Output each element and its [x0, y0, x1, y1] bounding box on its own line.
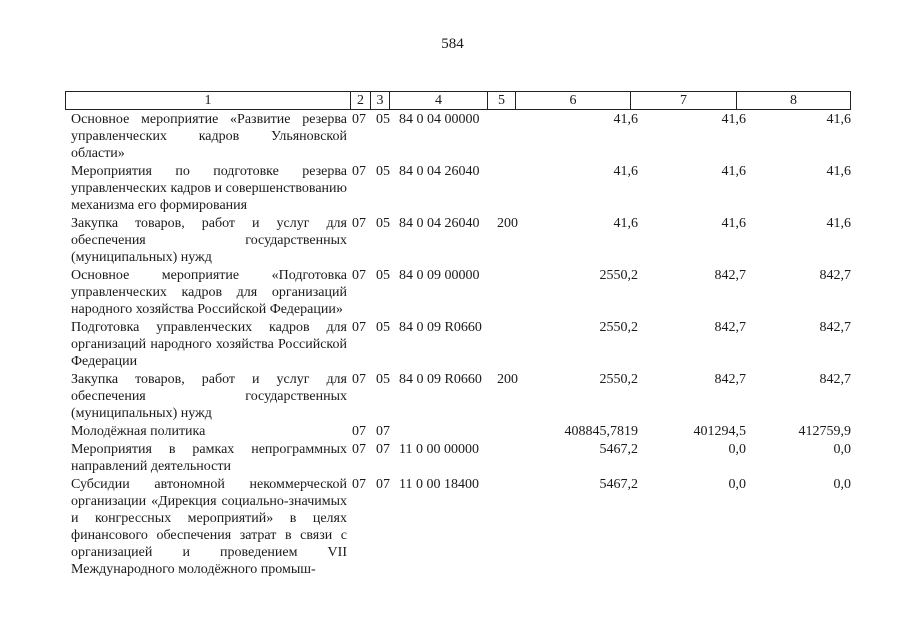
cell-subsection: 05: [376, 268, 390, 283]
cell-subsection: 07: [376, 477, 390, 492]
cell-name: Закупка товаров, работ и услуг для обеспечения государственных (муниципальных) нужд: [71, 216, 347, 265]
header-col-3: 3: [371, 92, 390, 110]
cell-value-2: 0,0: [728, 442, 746, 457]
page-number: 584: [441, 36, 464, 52]
cell-value-2: 842,7: [714, 372, 746, 387]
cell-subsection: 05: [376, 320, 390, 335]
table-row: [0, 267, 905, 319]
cell-value-3: 0,0: [833, 442, 851, 457]
cell-value-1: 408845,7819: [564, 424, 638, 439]
table-row: [0, 371, 905, 423]
table-header-row: [66, 92, 851, 110]
cell-section: 07: [352, 424, 366, 439]
cell-subsection: 05: [376, 372, 390, 387]
cell-expense-type: 200: [497, 216, 518, 231]
cell-value-1: 41,6: [613, 216, 638, 231]
cell-subsection: 05: [376, 164, 390, 179]
header-col-6: 6: [516, 92, 631, 110]
cell-target-code: 84 0 09 R0660: [399, 372, 482, 387]
header-col-5: 5: [488, 92, 516, 110]
cell-value-3: 842,7: [819, 320, 851, 335]
cell-name: Основное мероприятие «Развитие резерва управленческих кадров Ульяновской области»: [71, 112, 347, 161]
cell-value-2: 41,6: [721, 216, 746, 231]
cell-subsection: 07: [376, 424, 390, 439]
header-col-1: 1: [66, 92, 351, 110]
cell-section: 07: [352, 216, 366, 231]
cell-value-1: 2550,2: [599, 320, 638, 335]
table-row: [0, 476, 905, 579]
cell-section: 07: [352, 372, 366, 387]
cell-value-3: 842,7: [819, 372, 851, 387]
cell-value-1: 5467,2: [599, 477, 638, 492]
cell-value-2: 41,6: [721, 112, 746, 127]
header-col-8: 8: [737, 92, 851, 110]
cell-value-1: 41,6: [613, 112, 638, 127]
cell-value-2: 0,0: [728, 477, 746, 492]
table-row: [0, 111, 905, 163]
cell-value-3: 842,7: [819, 268, 851, 283]
table-row: [0, 423, 905, 441]
cell-name: Основное мероприятие «Подготовка управленческих кадров для организаций народного хозяйства Российской Федерации»: [71, 268, 347, 317]
cell-value-3: 0,0: [833, 477, 851, 492]
cell-target-code: 11 0 00 00000: [399, 442, 479, 457]
cell-value-2: 842,7: [714, 320, 746, 335]
cell-name: Закупка товаров, работ и услуг для обеспечения государственных (муниципальных) нужд: [71, 372, 347, 421]
table-row: [0, 441, 905, 476]
cell-value-3: 412759,9: [798, 424, 851, 439]
cell-target-code: 84 0 09 00000: [399, 268, 480, 283]
cell-subsection: 05: [376, 216, 390, 231]
cell-name: Молодёжная политика: [71, 424, 206, 439]
cell-section: 07: [352, 164, 366, 179]
header-col-7: 7: [631, 92, 737, 110]
header-col-2: 2: [351, 92, 371, 110]
cell-target-code: 11 0 00 18400: [399, 477, 479, 492]
cell-value-1: 5467,2: [599, 442, 638, 457]
cell-value-2: 401294,5: [693, 424, 746, 439]
cell-target-code: 84 0 04 26040: [399, 216, 480, 231]
cell-name: Мероприятия по подготовке резерва управленческих кадров и совершенствованию механизма его формирования: [71, 164, 347, 213]
cell-name: Мероприятия в рамках непрограммных направлений деятельности: [71, 442, 347, 474]
table-row: [0, 215, 905, 267]
cell-section: 07: [352, 268, 366, 283]
cell-value-2: 41,6: [721, 164, 746, 179]
cell-value-1: 2550,2: [599, 372, 638, 387]
header-col-4: 4: [390, 92, 488, 110]
cell-value-3: 41,6: [826, 164, 851, 179]
cell-expense-type: 200: [497, 372, 518, 387]
cell-section: 07: [352, 112, 366, 127]
table-header: [65, 91, 851, 110]
cell-value-1: 41,6: [613, 164, 638, 179]
cell-name: Подготовка управленческих кадров для организаций народного хозяйства Российской Федерации: [71, 320, 347, 369]
table-body: [0, 111, 905, 579]
cell-name: Субсидии автономной некоммерческой организации «Дирекция социально-значимых и конгрессных мероприятий» в целях финансового обеспечения затрат в связи с организацией и проведением VII Международного молодёжного промыш-: [71, 477, 347, 577]
cell-section: 07: [352, 442, 366, 457]
cell-value-3: 41,6: [826, 216, 851, 231]
cell-section: 07: [352, 320, 366, 335]
cell-section: 07: [352, 477, 366, 492]
cell-value-1: 2550,2: [599, 268, 638, 283]
cell-target-code: 84 0 04 00000: [399, 112, 480, 127]
cell-subsection: 07: [376, 442, 390, 457]
cell-subsection: 05: [376, 112, 390, 127]
cell-target-code: 84 0 09 R0660: [399, 320, 482, 335]
table-row: [0, 163, 905, 215]
cell-value-2: 842,7: [714, 268, 746, 283]
cell-target-code: 84 0 04 26040: [399, 164, 480, 179]
cell-value-3: 41,6: [826, 112, 851, 127]
table-row: [0, 319, 905, 371]
